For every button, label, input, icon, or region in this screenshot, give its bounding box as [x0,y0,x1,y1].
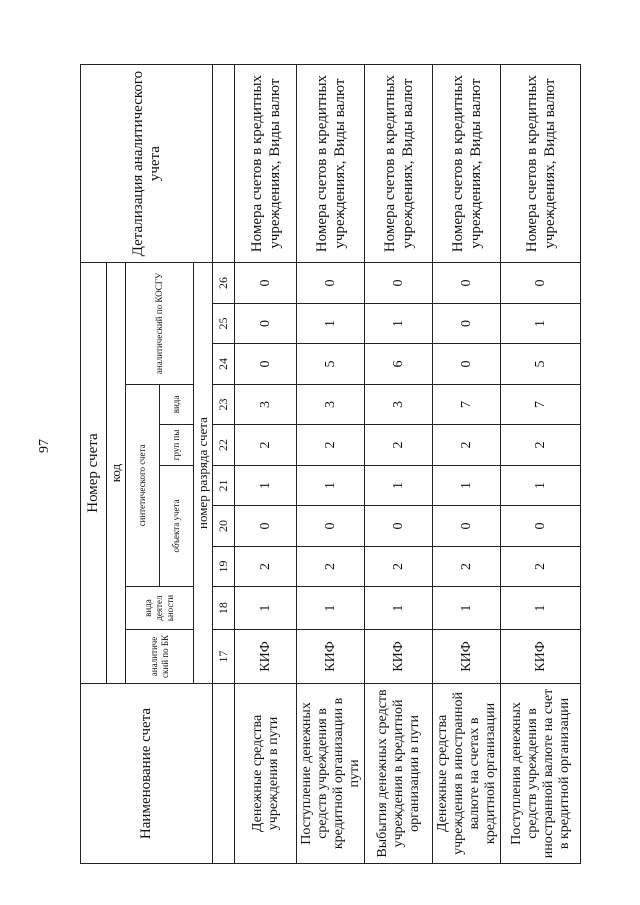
column-number: 23 [213,384,235,425]
cell: 7 [433,384,501,425]
cell: 0 [235,303,297,344]
cell: 3 [297,384,365,425]
cell: 2 [235,425,297,466]
row-name: Поступления денежных средств учреждения в иностранной валюте на счет в кредитной организации [501,683,581,863]
cell: 2 [433,546,501,587]
cell: КИФ [235,629,297,683]
cell: 2 [501,546,581,587]
cell: 7 [501,384,581,425]
cell: КИФ [501,629,581,683]
column-number: 19 [213,546,235,587]
accounts-table [80,64,581,864]
cell: 1 [365,465,433,506]
column-number: 18 [213,587,235,630]
cell: 0 [433,344,501,385]
page-number: 97 [37,439,52,453]
cell: 1 [365,303,433,344]
row-detail: Номера счетов в кредитных учреждениях, Виды валют [297,65,365,263]
row-detail: Номера счетов в кредитных учреждениях, Виды валют [433,65,501,263]
cell: 1 [433,587,501,630]
row-detail: Номера счетов в кредитных учреждениях, Виды валют [365,65,433,263]
header-name: Наименование счета [81,683,213,863]
table-row [297,65,365,864]
cell: 2 [297,425,365,466]
cell: 1 [297,303,365,344]
cell: 2 [235,546,297,587]
header-analytic-bk: аналитиче ский по БК [126,629,194,683]
cell: 0 [501,263,581,304]
table-row [365,65,433,864]
header-synthetic: синтетического счета [126,384,160,587]
header-account-object: объекта учета [160,465,194,587]
cell: 1 [297,465,365,506]
cell: 1 [297,587,365,630]
cell: 2 [365,546,433,587]
cell: 0 [365,506,433,547]
row-name: Денежные средства учреждения в иностранной валюте на счетах в кредитной организации [433,683,501,863]
cell: 0 [235,506,297,547]
column-number: 25 [213,303,235,344]
cell: 5 [501,344,581,385]
column-number: 26 [213,263,235,304]
column-number: 21 [213,465,235,506]
table-row [433,65,501,864]
row-detail: Номера счетов в кредитных учреждениях, Виды валют [235,65,297,263]
column-number: 22 [213,425,235,466]
cell: 0 [365,263,433,304]
column-number: 24 [213,344,235,385]
header-group: груп пы [160,425,194,466]
cell: 3 [365,384,433,425]
cell: 2 [365,425,433,466]
cell: 1 [501,465,581,506]
cell: 0 [433,263,501,304]
header-analytic-kosgu: аналитический по КОСГУ [126,263,194,385]
cell: 2 [297,546,365,587]
header-activity-type: вида деятел ьности [126,587,194,630]
column-number: 17 [213,629,235,683]
cell: 1 [365,587,433,630]
cell: 1 [433,465,501,506]
cell: 1 [501,587,581,630]
cell: 0 [297,263,365,304]
cell: 1 [235,465,297,506]
header-account-number: Номер счета [81,263,107,684]
cell: 0 [433,303,501,344]
cell: 2 [433,425,501,466]
cell: 0 [501,506,581,547]
cell: 0 [235,344,297,385]
cell: 1 [235,587,297,630]
row-name: Денежные средства учреждения в пути [235,683,297,863]
cell: 2 [501,425,581,466]
cell: 0 [433,506,501,547]
row-name: Поступление денежных средств учреждения в кредитной организации в пути [297,683,365,863]
rotated-table-wrapper [80,64,572,864]
table-row [501,65,581,864]
header-digit-number: номер разряда счета [194,263,213,684]
row-detail: Номера счетов в кредитных учреждениях, Виды валют [501,65,581,263]
cell: КИФ [297,629,365,683]
header-detail: Детализация аналитического учета [81,65,213,263]
cell: КИФ [365,629,433,683]
cell: 6 [365,344,433,385]
table-row [235,65,297,864]
row-name: Выбытия денежных средств учреждения в кредитной организации в пути [365,683,433,863]
header-kind: вида [160,384,194,425]
cell: 0 [235,263,297,304]
cell: 1 [501,303,581,344]
cell: 0 [297,506,365,547]
header-code: код [107,263,126,684]
column-number: 20 [213,506,235,547]
cell: КИФ [433,629,501,683]
cell: 5 [297,344,365,385]
cell: 3 [235,384,297,425]
